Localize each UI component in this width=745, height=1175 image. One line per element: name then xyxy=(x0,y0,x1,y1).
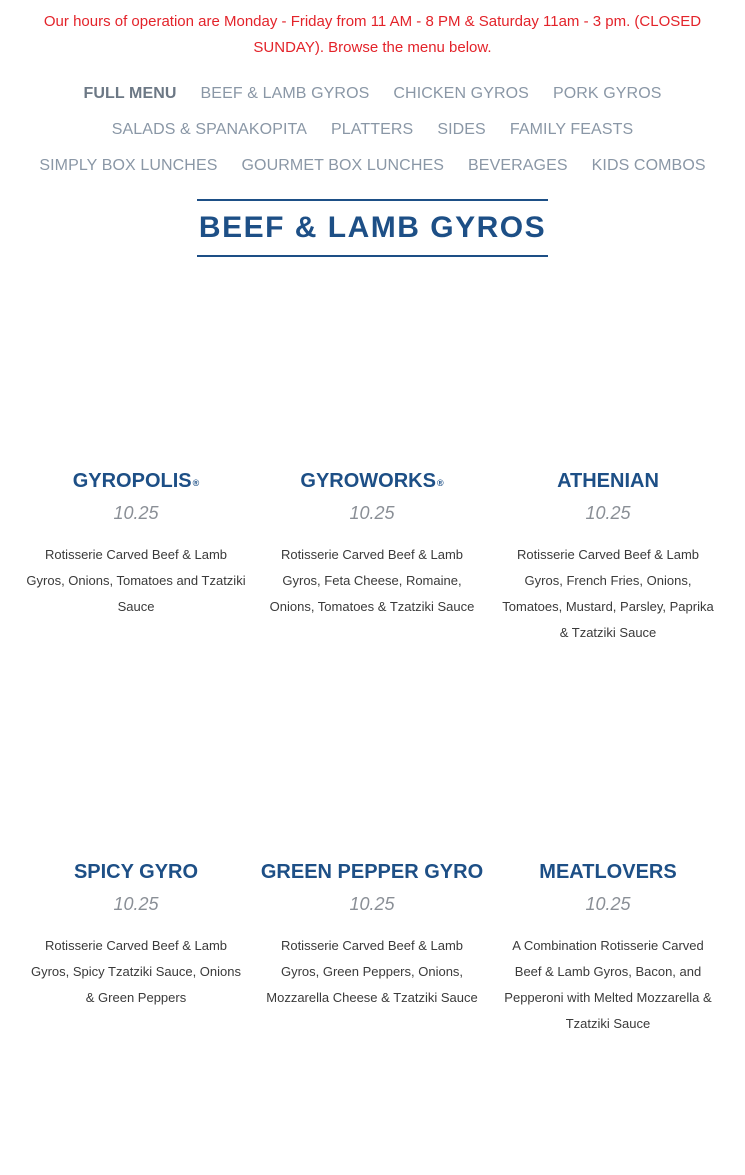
menu-item-description: Rotisserie Carved Beef & Lamb Gyros, Green Peppers, Onions, Mozzarella Cheese & Tzatziki Sauce xyxy=(266,938,478,1005)
menu-item-name-text: MEATLOVERS xyxy=(539,861,677,883)
menu-item-price: 10.25 xyxy=(349,894,395,914)
menu-item-description: Rotisserie Carved Beef & Lamb Gyros, French Fries, Onions, Tomatoes, Mustard, Parsley, Paprika & Tzatziki Sauce xyxy=(502,547,714,640)
menu-item-name-text: SPICY GYRO xyxy=(73,861,199,883)
nav-link-sides[interactable]: SIDES xyxy=(437,121,486,138)
menu-item-name xyxy=(494,859,722,885)
menu-item-name-text: GREEN PEPPER GYRO xyxy=(260,861,484,883)
menu-category-nav xyxy=(0,76,745,184)
registered-mark: ® xyxy=(192,478,200,488)
nav-link-beef-lamb-gyros[interactable]: BEEF & LAMB GYROS xyxy=(200,85,370,102)
menu-item-name xyxy=(258,468,486,494)
menu-item-description: Rotisserie Carved Beef & Lamb Gyros, Feta Cheese, Romaine, Onions, Tomatoes & Tzatziki Sauce xyxy=(269,547,475,614)
menu-item-name xyxy=(494,468,722,494)
nav-link-platters[interactable]: PLATTERS xyxy=(331,121,414,138)
nav-link-full-menu[interactable]: FULL MENU xyxy=(83,85,177,102)
section-title: BEEF & LAMB GYROS xyxy=(197,199,548,257)
section-header xyxy=(0,199,745,257)
nav-row xyxy=(0,148,745,184)
nav-row xyxy=(0,112,745,148)
menu-item-price: 10.25 xyxy=(585,503,631,523)
menu-item-price: 10.25 xyxy=(585,894,631,914)
nav-row xyxy=(0,76,745,112)
menu-item-description: Rotisserie Carved Beef & Lamb Gyros, Spicy Tzatziki Sauce, Onions & Green Peppers xyxy=(30,938,241,1005)
menu-item-name xyxy=(258,859,486,885)
nav-link-beverages[interactable]: BEVERAGES xyxy=(468,157,568,174)
hours-notice: Our hours of operation are Monday - Friday from 11 AM - 8 PM & Saturday 11am - 3 pm. (CLOSED SUNDAY). Browse the menu below. xyxy=(43,13,702,56)
menu-item-name xyxy=(22,468,250,494)
menu-item[interactable] xyxy=(22,468,250,620)
nav-link-chicken-gyros[interactable]: CHICKEN GYROS xyxy=(393,85,529,102)
menu-item-price: 10.25 xyxy=(113,503,159,523)
menu-item[interactable] xyxy=(494,859,722,1037)
menu-item-price: 10.25 xyxy=(349,503,395,523)
menu-item-description: A Combination Rotisserie Carved Beef & Lamb Gyros, Bacon, and Pepperoni with Melted Mozzarella & Tzatziki Sauce xyxy=(504,938,712,1031)
menu-item-name-text: ATHENIAN xyxy=(557,470,659,492)
nav-link-pork-gyros[interactable]: PORK GYROS xyxy=(552,85,662,102)
menu-item-description: Rotisserie Carved Beef & Lamb Gyros, Onions, Tomatoes and Tzatziki Sauce xyxy=(26,547,246,614)
menu-item-name-text: GYROPOLIS xyxy=(72,470,192,492)
nav-link-simply-box-lunches[interactable]: SIMPLY BOX LUNCHES xyxy=(39,157,218,174)
menu-item[interactable] xyxy=(494,468,722,646)
nav-link-kids-combos[interactable]: KIDS COMBOS xyxy=(591,157,706,174)
menu-item[interactable] xyxy=(258,468,486,620)
menu-item[interactable] xyxy=(258,859,486,1011)
menu-item-name-text: GYROWORKS xyxy=(300,470,436,492)
nav-link-salads-spanakopita[interactable]: SALADS & SPANAKOPITA xyxy=(111,121,307,138)
menu-item-name xyxy=(22,859,250,885)
nav-link-family-feasts[interactable]: FAMILY FEASTS xyxy=(509,121,634,138)
registered-mark: ® xyxy=(436,478,444,488)
menu-item-price: 10.25 xyxy=(113,894,159,914)
menu-item[interactable] xyxy=(22,859,250,1011)
nav-link-gourmet-box-lunches[interactable]: GOURMET BOX LUNCHES xyxy=(241,157,445,174)
